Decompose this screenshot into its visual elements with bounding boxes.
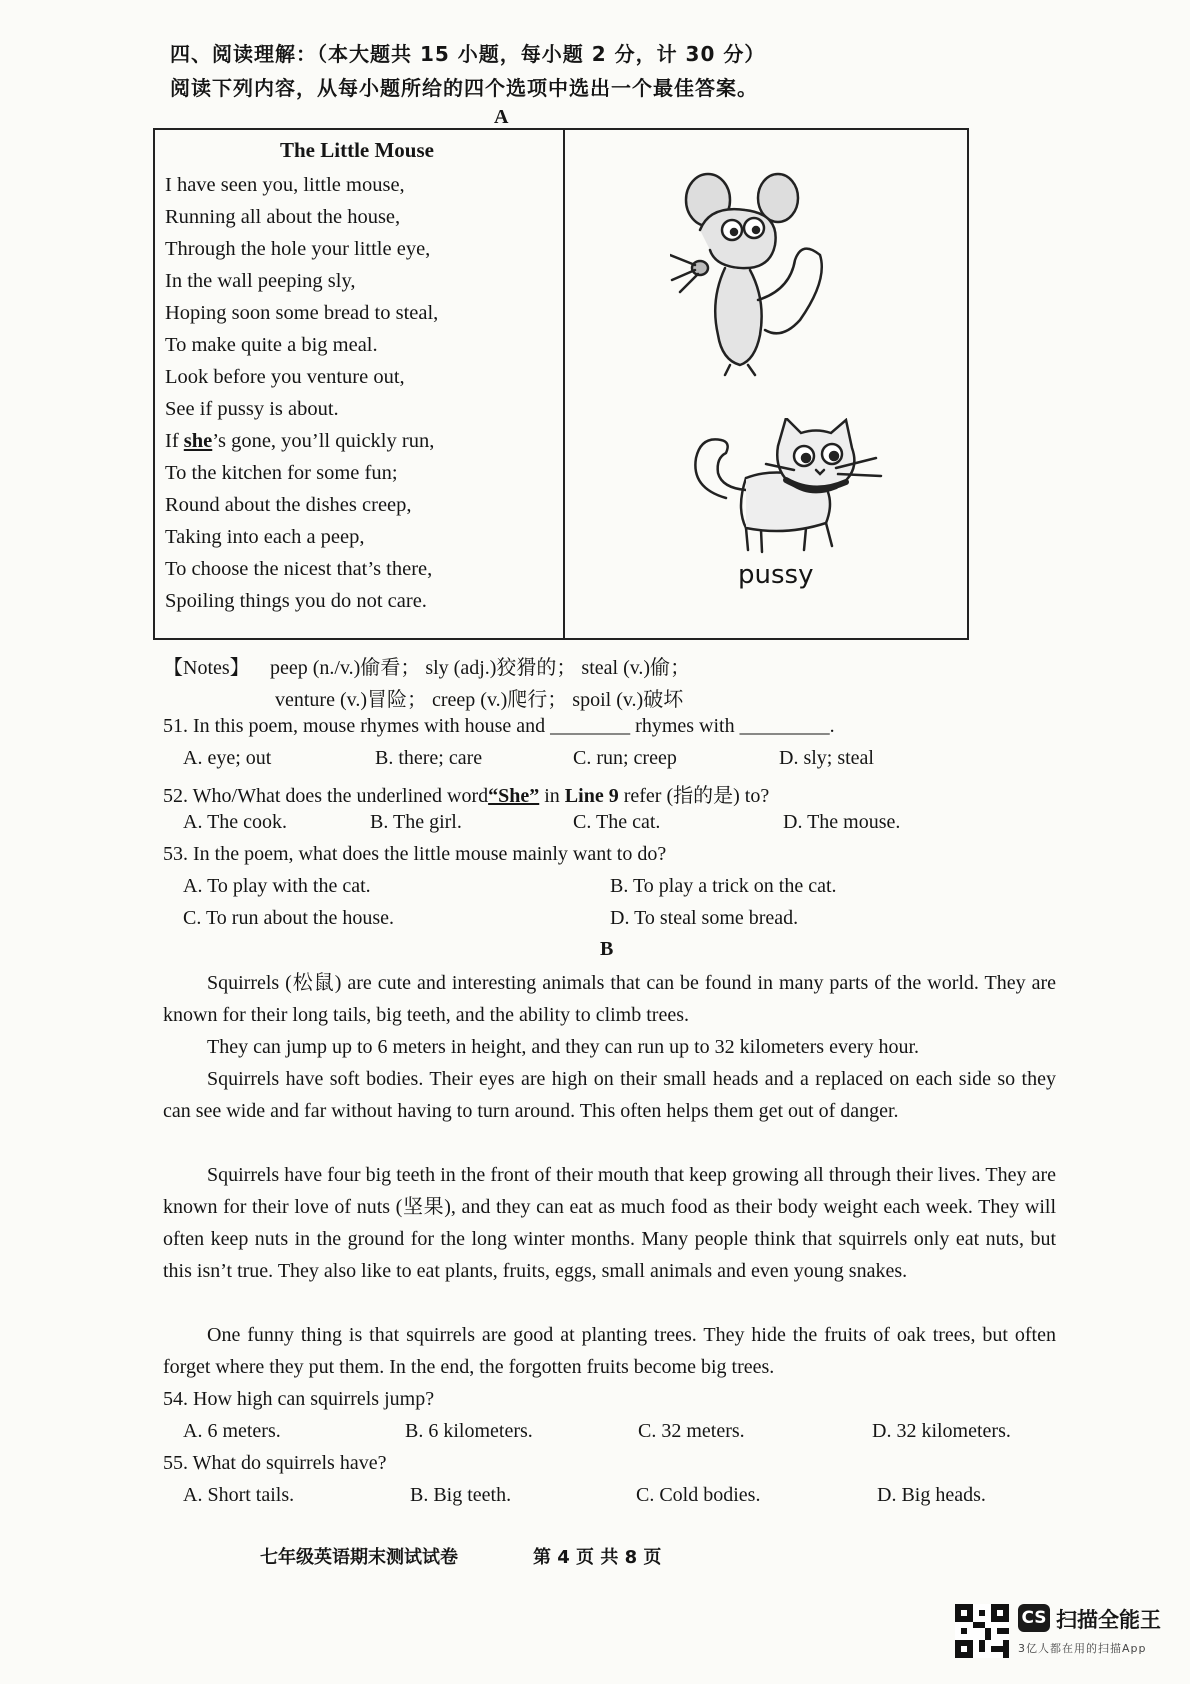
paragraph-text: They can jump up to 6 meters in height, and they can run up to 32 kilometers every hour.: [207, 1036, 920, 1058]
poem-line: In the wall peeping sly,: [165, 270, 356, 292]
passage-b-paragraph: [163, 967, 1056, 1031]
q51-option-a: A. eye; out: [183, 747, 272, 769]
question-53: 53. In the poem, what does the little mouse mainly want to do?: [163, 843, 667, 865]
poem-lines: [165, 169, 438, 617]
q54-option-c: C. 32 meters.: [638, 1420, 745, 1442]
q53-option-b: B. To play a trick on the cat.: [610, 875, 837, 897]
q51-option-b: B. there; care: [375, 747, 483, 769]
section-heading: 四、阅读理解：（本大题共 15 小题，每小题 2 分，计 30 分）: [170, 42, 766, 66]
poem-line: I have seen you, little mouse,: [165, 174, 405, 196]
cat-illustration: [686, 418, 886, 558]
q51-option-d: D. sly; steal: [779, 747, 874, 769]
paragraph-text: Squirrels have four big teeth in the front of their mouth that keep growing all through their lives. They are known for their love of nuts (坚果), and they can eat as much food as their body weight each week. They will often keep nuts in the ground for the long winter months. Many people think that squirrels only eat nuts, but this isn’t true. They also like to eat plants, fruits, eggs, small animals and even young snakes.: [163, 1164, 1056, 1282]
q55-option-b: B. Big teeth.: [410, 1484, 512, 1506]
poem-line-9-start: If: [165, 430, 184, 452]
scanner-app-name: 扫描全能王: [1056, 1608, 1161, 1632]
paragraph-text: Squirrels have soft bodies. Their eyes are high on their small heads and a replaced on each side so they can see wide and far without having to turn around. This often helps them get out of danger.: [163, 1068, 1056, 1122]
poem-line: Look before you venture out,: [165, 366, 405, 388]
q55-option-c: C. Cold bodies.: [636, 1484, 761, 1506]
question-51: 51. In this poem, mouse rhymes with house and ________ rhymes with _________.: [163, 715, 835, 737]
q52-option-d: D. The mouse.: [783, 811, 901, 833]
q52-option-b: B. The girl.: [370, 811, 462, 833]
question-55: 55. What do squirrels have?: [163, 1452, 387, 1474]
instructions: 阅读下列内容，从每小题所给的四个选项中选出一个最佳答案。: [170, 76, 758, 100]
poem-line: To choose the nicest that’s there,: [165, 558, 433, 580]
notes-label: 【Notes】: [163, 657, 250, 679]
passage-b-paragraph: [163, 1159, 1056, 1287]
passage-b-paragraph: [163, 1319, 1056, 1383]
q52-option-c: C. The cat.: [573, 811, 661, 833]
q53-option-a: A. To play with the cat.: [183, 875, 371, 897]
q53-option-c: C. To run about the house.: [183, 907, 394, 929]
q54-option-a: A. 6 meters.: [183, 1420, 281, 1442]
camscanner-logo-icon: CS: [1018, 1604, 1050, 1632]
underlined-word-she: she: [183, 430, 213, 452]
q52-stem-b: in: [539, 785, 565, 807]
scanner-tagline: 3亿人都在用的扫描App: [1018, 1642, 1147, 1655]
q54-option-d: D. 32 kilometers.: [872, 1420, 1011, 1442]
passage-a-label: A: [494, 106, 509, 128]
question-54: 54. How high can squirrels jump?: [163, 1388, 435, 1410]
passage-b-paragraph: [163, 1063, 1056, 1127]
question-52: [163, 779, 769, 808]
q51-option-c: C. run; creep: [573, 747, 677, 769]
page-info: 第 4 页 共 8 页: [533, 1547, 662, 1568]
q54-option-b: B. 6 kilometers.: [405, 1420, 533, 1442]
poem-line-9-end: ’s gone, you’ll quickly run,: [212, 430, 435, 452]
q52-stem-a: 52. Who/What does the underlined word: [163, 785, 489, 807]
notes-line-2: venture (v.)冒险； creep (v.)爬行； spoil (v.)破坏: [275, 689, 684, 711]
passage-b-paragraph: [163, 1031, 1056, 1063]
poem-line: Taking into each a peep,: [165, 526, 365, 548]
q52-underlined-word: “She”: [488, 785, 540, 807]
poem-line: To make quite a big meal.: [165, 334, 378, 356]
q53-option-d: D. To steal some bread.: [610, 907, 799, 929]
poem-line-9: [165, 425, 438, 457]
q52-stem-c: refer (指的是) to?: [618, 785, 770, 807]
poem-line: Running all about the house,: [165, 206, 401, 228]
poem-line: Round about the dishes creep,: [165, 494, 412, 516]
poem-line: Spoiling things you do not care.: [165, 590, 427, 612]
poem-line: Hoping soon some bread to steal,: [165, 302, 439, 324]
q55-option-d: D. Big heads.: [877, 1484, 986, 1506]
poem-line: Through the hole your little eye,: [165, 238, 431, 260]
notes-line-1: peep (n./v.)偷看； sly (adj.)狡猾的； steal (v.)偷；: [270, 657, 691, 679]
paragraph-text: One funny thing is that squirrels are good at planting trees. They hide the fruits of oak trees, but often forget where they put them. In the end, the forgotten fruits become big trees.: [163, 1324, 1056, 1378]
q55-option-a: A. Short tails.: [183, 1484, 295, 1506]
box-divider: [563, 128, 565, 640]
cat-label: pussy: [738, 560, 814, 590]
mouse-illustration: [670, 170, 830, 380]
poem-line: See if pussy is about.: [165, 398, 339, 420]
poem-line: To the kitchen for some fun;: [165, 462, 398, 484]
paragraph-text: Squirrels (松鼠) are cute and interesting animals that can be found in many parts of the world. They are known for their long tails, big teeth, and the ability to climb trees.: [163, 972, 1056, 1026]
q52-option-a: A. The cook.: [183, 811, 288, 833]
exam-name: 七年级英语期末测试试卷: [260, 1547, 458, 1568]
passage-b-label: B: [600, 938, 614, 960]
poem-title: The Little Mouse: [280, 138, 434, 162]
qr-code-icon: [955, 1604, 1009, 1658]
q52-line-ref: Line 9: [564, 785, 619, 807]
